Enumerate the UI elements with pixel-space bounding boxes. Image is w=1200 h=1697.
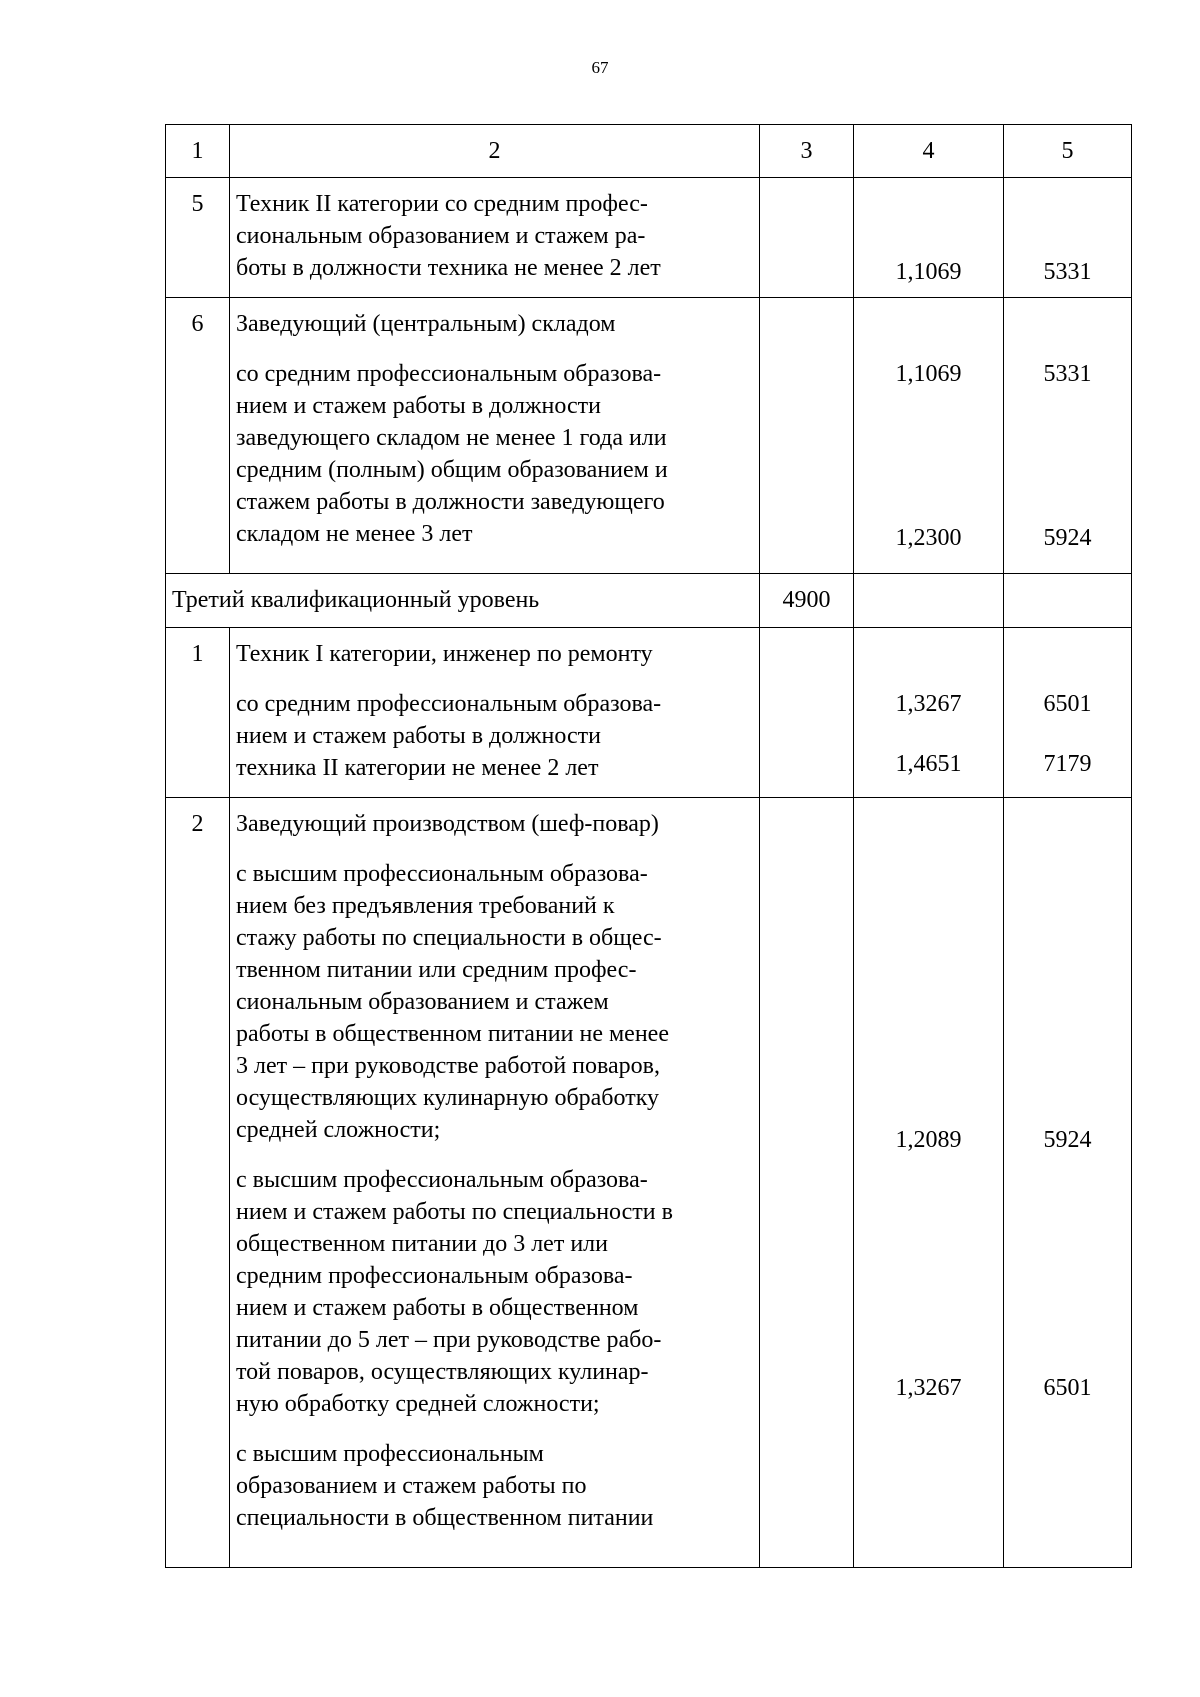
coefficient-cell [854, 574, 1004, 628]
row-number: 6 [166, 298, 230, 574]
header-cell-3: 3 [760, 125, 854, 178]
table-header-row [166, 125, 1132, 178]
description-paragraph: Заведующий производством (шеф-повар) [236, 811, 659, 837]
salary-value: 5331 [1043, 361, 1092, 387]
table-row [166, 628, 1132, 798]
coefficient-value: 1,1069 [895, 361, 962, 387]
description-paragraph: с высшим профессиональным образованием и стажем работы по специальности в общественном питании [236, 1441, 654, 1531]
salary-cell [1004, 178, 1132, 298]
page-number: 67 [591, 58, 609, 77]
header-cell-1: 1 [166, 125, 230, 178]
row-description [230, 798, 760, 1568]
salary-value: 5924 [1043, 525, 1092, 551]
row-description [230, 628, 760, 798]
base-salary-cell [760, 798, 854, 1568]
base-salary-cell [760, 178, 854, 298]
salary-value: 6501 [1043, 1375, 1092, 1401]
row-number: 2 [166, 798, 230, 1568]
base-salary-cell [760, 298, 854, 574]
table-row [166, 798, 1132, 1568]
description-paragraph: Техник I категории, инженер по ремонту [236, 641, 653, 667]
level-base-salary: 4900 [760, 574, 854, 628]
salary-value: 6501 [1043, 691, 1092, 717]
row-number: 1 [166, 628, 230, 798]
coefficient-value: 1,2089 [895, 1127, 962, 1153]
level-row [166, 574, 1132, 628]
table-row [166, 178, 1132, 298]
coefficient-cell [854, 798, 1004, 1568]
coefficient-value: 1,4651 [895, 751, 962, 777]
salary-value: 7179 [1043, 751, 1092, 777]
description-paragraph: со средним профессиональным образова- нием и стажем работы в должности заведующего складом не менее 1 года или средним (полным) общим образованием и стажем работы в должности заведующего складом не менее 3 лет [236, 361, 668, 547]
salary-cell [1004, 298, 1132, 574]
header-cell-2: 2 [230, 125, 760, 178]
coefficient-cell [854, 178, 1004, 298]
salary-cell [1004, 628, 1132, 798]
qualification-table [165, 124, 1132, 1568]
coefficient-cell [854, 298, 1004, 574]
coefficient-cell [854, 628, 1004, 798]
row-description [230, 178, 760, 298]
coefficient-value: 1,2300 [895, 525, 962, 551]
coefficient-value: 1,1069 [895, 259, 962, 285]
row-description [230, 298, 760, 574]
salary-value: 5331 [1043, 259, 1092, 285]
coefficient-value: 1,3267 [895, 691, 962, 717]
salary-value: 5924 [1043, 1127, 1092, 1153]
salary-cell [1004, 574, 1132, 628]
level-name: Третий квалификационный уровень [166, 574, 760, 628]
table-row [166, 298, 1132, 574]
description-paragraph: с высшим профессиональным образова- нием без предъявления требований к стажу работы по специальности в общес- твенном питании или средним профес- сиональным образованием и стажем работы в общественном питании не менее 3 лет – при руководстве работой поваров, осуществляющих кулинарную обработку средней сложности; [236, 861, 669, 1143]
row-number: 5 [166, 178, 230, 298]
description-paragraph: Заведующий (центральным) складом [236, 311, 616, 337]
salary-cell [1004, 798, 1132, 1568]
base-salary-cell [760, 628, 854, 798]
coefficient-value: 1,3267 [895, 1375, 962, 1401]
description-paragraph: со средним профессиональным образова- нием и стажем работы в должности техника II категории не менее 2 лет [236, 691, 662, 781]
description-paragraph: Техник II категории со средним профес- сиональным образованием и стажем ра- боты в должности техника не менее 2 лет [236, 191, 661, 281]
header-cell-5: 5 [1004, 125, 1132, 178]
header-cell-4: 4 [854, 125, 1004, 178]
description-paragraph: с высшим профессиональным образова- нием и стажем работы по специальности в общественном питании до 3 лет или средним профессиональным образова- нием и стажем работы в общественном питании до 5 лет – при руководстве рабо- той поваров, осуществляющих кулинар- ную обработку средней сложности; [236, 1167, 673, 1417]
